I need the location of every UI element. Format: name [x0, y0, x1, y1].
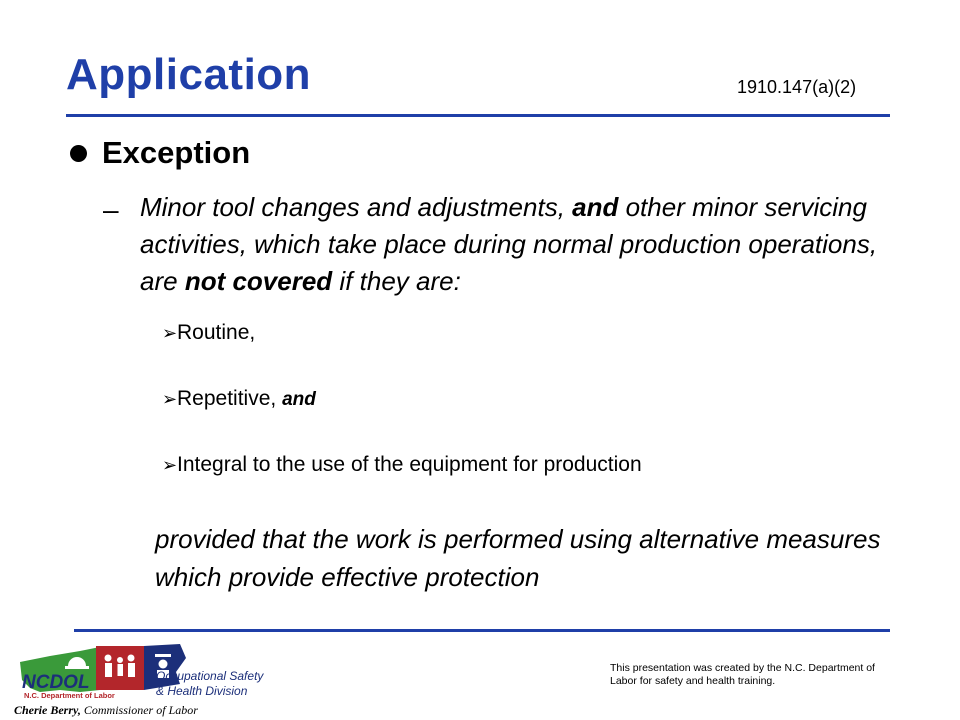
- para-text-2: other minor servicing activities, which take place during normal production operations, are: [140, 192, 878, 296]
- sub-item-repetitive: [162, 387, 316, 411]
- sub-item-integral: [162, 453, 642, 477]
- provided-paragraph: provided that the work is performed using alternative measures which provide effective protection: [155, 524, 881, 592]
- arrow-bullet-icon: ➢: [162, 389, 178, 409]
- exception-paragraph: [140, 189, 910, 300]
- credit-line-1: This presentation was created by the N.C. Department of: [610, 662, 875, 674]
- footer-divider: [74, 629, 890, 632]
- title-divider: [66, 114, 890, 117]
- slide-title: Application: [66, 50, 312, 99]
- arrow-bullet-icon: ➢: [162, 323, 178, 343]
- arrow-bullet-icon: ➢: [162, 455, 178, 475]
- para-bold-and: and: [572, 192, 619, 222]
- dash-bullet: –: [103, 194, 119, 225]
- para-text-3: if they are:: [332, 266, 461, 296]
- logo-commissioner-name: Cherie Berry,: [14, 703, 81, 717]
- bullet-dot-icon: [70, 145, 87, 162]
- ncdol-logo: [10, 634, 270, 718]
- logo-commissioner-title: Commissioner of Labor: [80, 703, 198, 717]
- presentation-credit: [610, 662, 910, 688]
- para-text-1: Minor tool changes and adjustments,: [140, 192, 573, 222]
- regulation-reference: 1910.147(a)(2): [737, 77, 857, 97]
- family-icon: [105, 655, 136, 678]
- sub-item-text: Integral to the use of the equipment for production: [177, 453, 642, 476]
- sub-item-text: Routine,: [177, 321, 256, 344]
- exception-heading: Exception: [102, 135, 251, 170]
- logo-agency-sub: N.C. Department of Labor: [24, 691, 115, 700]
- sub-item-routine: [162, 321, 255, 345]
- logo-division-line2: & Health Division: [156, 684, 248, 698]
- credit-line-2: Labor for safety and health training.: [610, 675, 776, 687]
- sub-item-text: Repetitive,: [177, 387, 283, 410]
- para-bold-not-covered: not covered: [184, 266, 333, 296]
- logo-division-line1: Occupational Safety: [156, 669, 264, 683]
- sub-item-suffix: and: [282, 389, 316, 410]
- logo-commissioner: [14, 703, 198, 717]
- logo-agency: NCDOL: [22, 672, 90, 693]
